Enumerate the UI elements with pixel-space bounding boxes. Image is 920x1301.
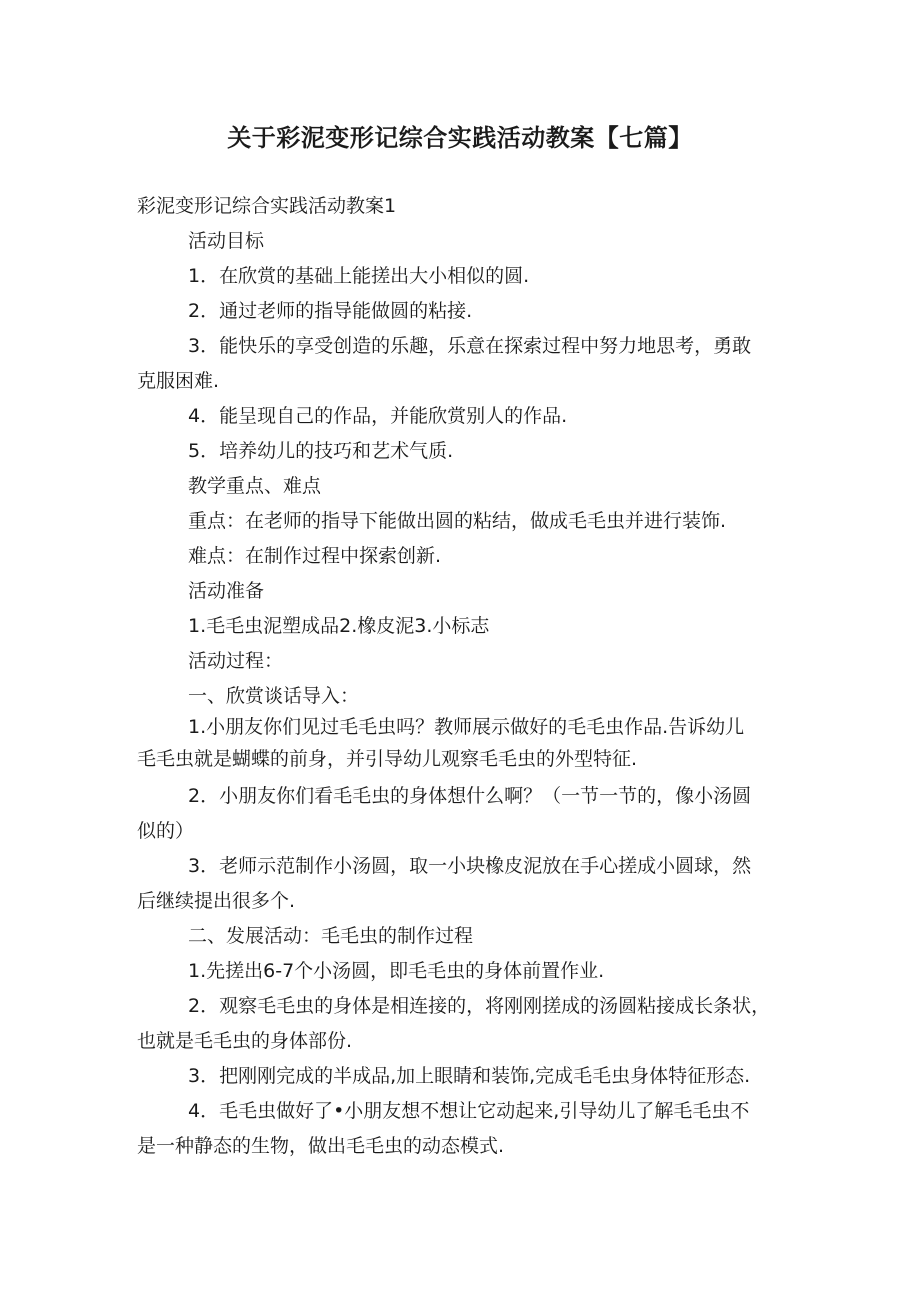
paragraph-line: 2．小朋友你们看毛毛虫的身体想什么啊？（一节一节的，像小汤圆 [188,785,752,807]
paragraph-line: 毛毛虫就是蝴蝶的前身，并引导幼儿观察毛毛虫的外型特征. [137,748,638,770]
heading-key-points: 教学重点、难点 [188,475,322,497]
heading-part-one: 一、欣赏谈话导入： [188,685,360,707]
paragraph-line: 后继续提出很多个. [137,890,296,912]
heading-process: 活动过程： [188,650,284,672]
paragraph-line: 1.先搓出6-7个小汤圆，即毛毛虫的身体前置作业. [188,960,605,982]
paragraph-line: 1.小朋友你们见过毛毛虫吗？教师展示做好的毛毛虫作品.告诉幼儿 [188,716,745,738]
paragraph-line: 3．把刚刚完成的半成品,加上眼睛和装饰,完成毛毛虫身体特征形态. [188,1065,751,1087]
paragraph-line: 是一种静态的生物，做出毛毛虫的动态模式. [137,1135,505,1157]
paragraph-line: 重点：在老师的指导下能做出圆的粘结，做成毛毛虫并进行装饰. [188,510,727,532]
document-title: 关于彩泥变形记综合实践活动教案【七篇】 [227,124,693,152]
paragraph-line: 1．在欣赏的基础上能搓出大小相似的圆. [188,265,530,287]
paragraph-line: 难点：在制作过程中探索创新. [188,545,442,567]
paragraph-line: 2．通过老师的指导能做圆的粘接. [188,300,473,322]
paragraph-line: 4．能呈现自己的作品，并能欣赏别人的作品. [188,405,568,427]
paragraph-line: 也就是毛毛虫的身体部份. [137,1030,353,1052]
section-heading: 彩泥变形记综合实践活动教案1 [137,195,397,217]
paragraph-line: 2．观察毛毛虫的身体是相连接的，将刚刚搓成的汤圆粘接成长条状， [188,995,771,1017]
paragraph-line: 3．老师示范制作小汤圆，取一小块橡皮泥放在手心搓成小圆球，然 [188,855,752,877]
paragraph-line: 似的） [137,820,195,842]
heading-preparation: 活动准备 [188,580,265,602]
paragraph-line: 3．能快乐的享受创造的乐趣，乐意在探索过程中努力地思考，勇敢 [188,335,752,357]
paragraph-line: 4．毛毛虫做好了•小朋友想不想让它动起来,引导幼儿了解毛毛虫不 [188,1100,750,1122]
paragraph-line: 1.毛毛虫泥塑成品2.橡皮泥3.小标志 [188,615,490,637]
heading-part-two: 二、发展活动：毛毛虫的制作过程 [188,925,474,947]
paragraph-line: 克服困难. [137,370,220,392]
paragraph-line: 5．培养幼儿的技巧和艺术气质. [188,440,454,462]
heading-activity-goals: 活动目标 [188,230,265,252]
